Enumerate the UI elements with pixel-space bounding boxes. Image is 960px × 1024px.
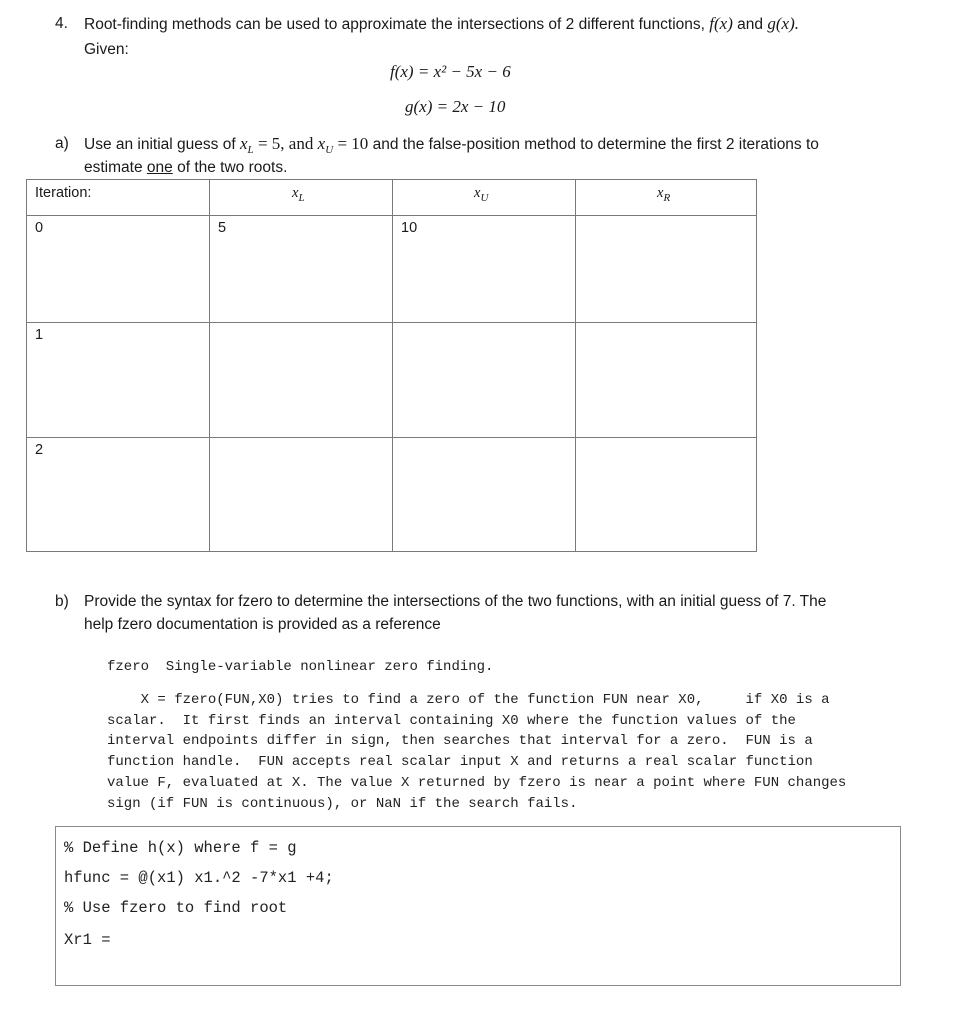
code-line-comment-fzero: % Use fzero to find root bbox=[64, 899, 288, 917]
equation-f: f(x) = x² − 5x − 6 bbox=[390, 62, 511, 81]
part-a-line2: estimate one of the two roots. bbox=[84, 159, 288, 176]
underlined-one: one bbox=[146, 159, 173, 176]
xu-symbol: $x_U$ bbox=[317, 134, 334, 156]
help-doc-line: X = fzero(FUN,X0) tries to find a zero of the function FUN near X0, if X0 is a bbox=[107, 692, 830, 708]
question-number: 4. bbox=[55, 15, 68, 32]
row0-xl[interactable]: 5 bbox=[218, 220, 227, 236]
g-label: g(x). bbox=[767, 14, 799, 33]
row0-xu[interactable]: 10 bbox=[401, 220, 418, 236]
help-doc-line: interval endpoints differ in sign, then searches that interval for a zero. FUN is a bbox=[107, 733, 813, 750]
help-doc-line: scalar. It first finds an interval containing X0 where the function values of the bbox=[107, 712, 796, 729]
question-intro bbox=[84, 13, 799, 36]
equation-g: g(x) = 2x − 10 bbox=[405, 97, 506, 116]
part-b-label: b) bbox=[55, 593, 69, 610]
f-label: f(x) bbox=[709, 14, 733, 33]
code-line-hfunc: hfunc = @(x1) x1.^2 -7*x1 +4; bbox=[64, 869, 334, 887]
part-a-text1: Use an initial guess of bbox=[84, 136, 236, 153]
xl-value: = 5, and bbox=[257, 134, 314, 153]
xu-value: = 10 bbox=[337, 134, 369, 153]
row1-iteration: 1 bbox=[35, 327, 44, 343]
part-a-label: a) bbox=[55, 135, 69, 152]
xl-symbol: $x_L$ bbox=[239, 134, 254, 156]
help-doc-body bbox=[107, 690, 846, 814]
header-xu: $x_U$ bbox=[474, 185, 489, 204]
row0-iteration: 0 bbox=[35, 220, 44, 236]
and-text: and bbox=[737, 16, 764, 33]
code-answer-box[interactable] bbox=[55, 826, 901, 986]
code-line-xr1[interactable]: Xr1 = bbox=[64, 931, 111, 949]
header-xr: $x_R$ bbox=[657, 185, 671, 204]
given-label: Given: bbox=[84, 41, 129, 58]
part-a-line1 bbox=[84, 133, 819, 157]
question-intro-text: Root-finding methods can be used to approximate the intersections of 2 different functions, bbox=[84, 16, 705, 33]
help-doc-line: function handle. FUN accepts real scalar input X and returns a real scalar function bbox=[107, 754, 813, 771]
part-a-text2: and the false-position method to determine the first 2 iterations to bbox=[372, 136, 819, 153]
row2-iteration: 2 bbox=[35, 442, 44, 458]
part-b-line1: Provide the syntax for fzero to determine the intersections of the two functions, with an initial guess of 7. The bbox=[84, 593, 827, 610]
help-doc-line: value F, evaluated at X. The value X returned by fzero is near a point where FUN changes bbox=[107, 774, 847, 791]
help-doc-title: fzero Single-variable nonlinear zero finding. bbox=[107, 659, 494, 675]
header-xl: $x_L$ bbox=[292, 185, 305, 204]
header-iteration: Iteration: bbox=[35, 185, 92, 201]
part-b-line2: help fzero documentation is provided as a reference bbox=[84, 616, 441, 633]
code-line-comment-define: % Define h(x) where f = g bbox=[64, 839, 297, 857]
iteration-table bbox=[26, 179, 757, 552]
help-doc-line: sign (if FUN is continuous), or NaN if the search fails. bbox=[107, 795, 578, 812]
